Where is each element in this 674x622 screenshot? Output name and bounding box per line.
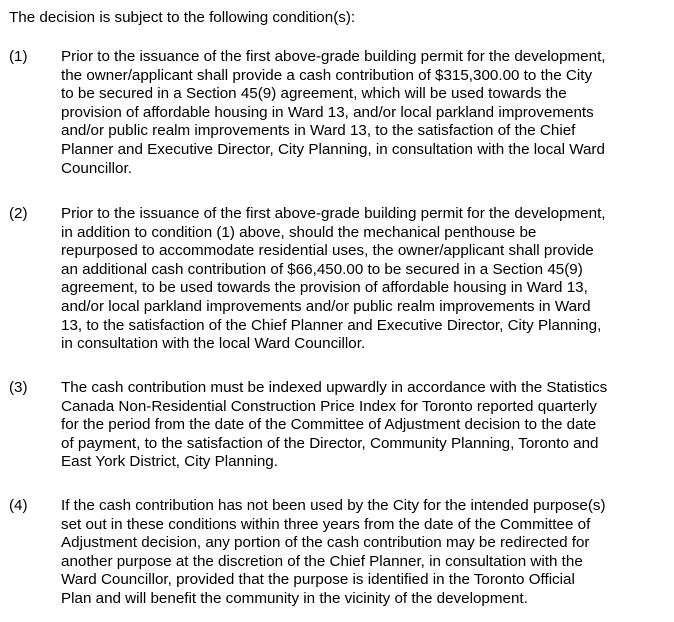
text-line: If the cash contribution has not been used by the City for the intended purpose(s) — [61, 497, 606, 514]
text-line: Prior to the issuance of the first above-grade building permit for the development, — [61, 48, 606, 65]
text-line: in consultation with the local Ward Councillor. — [61, 335, 366, 353]
text-line: provision of affordable housing in Ward 13, and/or local parkland improvements — [61, 103, 594, 121]
text-line: agreement, to be used towards the provision of affordable housing in Ward 13, — [61, 279, 588, 297]
text-line: Adjustment decision, any portion of the cash contribution may be redirected for — [61, 534, 590, 552]
text-line: set out in these conditions within three years from the date of the Committee of — [61, 515, 591, 533]
text-line: East York District, City Planning. — [61, 453, 278, 471]
condition-text — [61, 379, 669, 472]
text-line: 13, to the satisfaction of the Chief Planner and Executive Director, City Planning, — [61, 316, 602, 334]
condition-number: (4) — [9, 497, 28, 514]
text-line: of payment, to the satisfaction of the Director, Community Planning, Toronto and — [61, 434, 599, 452]
conditions-intro: The decision is subject to the following condition(s): — [9, 9, 356, 26]
text-line: Prior to the issuance of the first above-grade building permit for the development, — [61, 205, 606, 222]
text-line: The cash contribution must be indexed upwardly in accordance with the Statistics — [61, 379, 608, 396]
text-line: repurposed to accommodate residential uses, the owner/applicant shall provide — [61, 242, 594, 260]
text-line: Canada Non-Residential Construction Price Index for Toronto reported quarterly — [61, 397, 597, 415]
text-line: Plan and will benefit the community in the vicinity of the development. — [61, 589, 528, 607]
text-line: and/or local parkland improvements and/or public realm improvements in Ward — [61, 297, 591, 315]
text-line: an additional cash contribution of $66,450.00 to be secured in a Section 45(9) — [61, 260, 583, 278]
text-line: and/or public realm improvements in Ward 13, to the satisfaction of the Chief — [61, 122, 576, 140]
text-line: for the period from the date of the Committee of Adjustment decision to the date — [61, 416, 597, 434]
condition-number: (3) — [9, 379, 28, 396]
condition-text — [61, 48, 669, 178]
condition-text — [61, 497, 669, 609]
condition-2 — [9, 205, 669, 354]
condition-number: (1) — [9, 48, 28, 65]
condition-4 — [9, 497, 669, 609]
text-line: Ward Councillor, provided that the purpose is identified in the Toronto Official — [61, 571, 575, 589]
condition-3 — [9, 379, 669, 472]
text-line: in addition to condition (1) above, should the mechanical penthouse be — [61, 223, 537, 241]
text-line: Planner and Executive Director, City Planning, in consultation with the local Ward — [61, 140, 605, 158]
condition-text — [61, 205, 669, 354]
text-line: the owner/applicant shall provide a cash contribution of $315,300.00 to the City — [61, 66, 593, 84]
text-line: Councillor. — [61, 159, 132, 177]
condition-1 — [9, 48, 669, 178]
condition-number: (2) — [9, 205, 28, 222]
text-line: another purpose at the discretion of the Chief Planner, in consultation with the — [61, 552, 583, 570]
text-line: to be secured in a Section 45(9) agreement, which will be used towards the — [61, 85, 567, 103]
